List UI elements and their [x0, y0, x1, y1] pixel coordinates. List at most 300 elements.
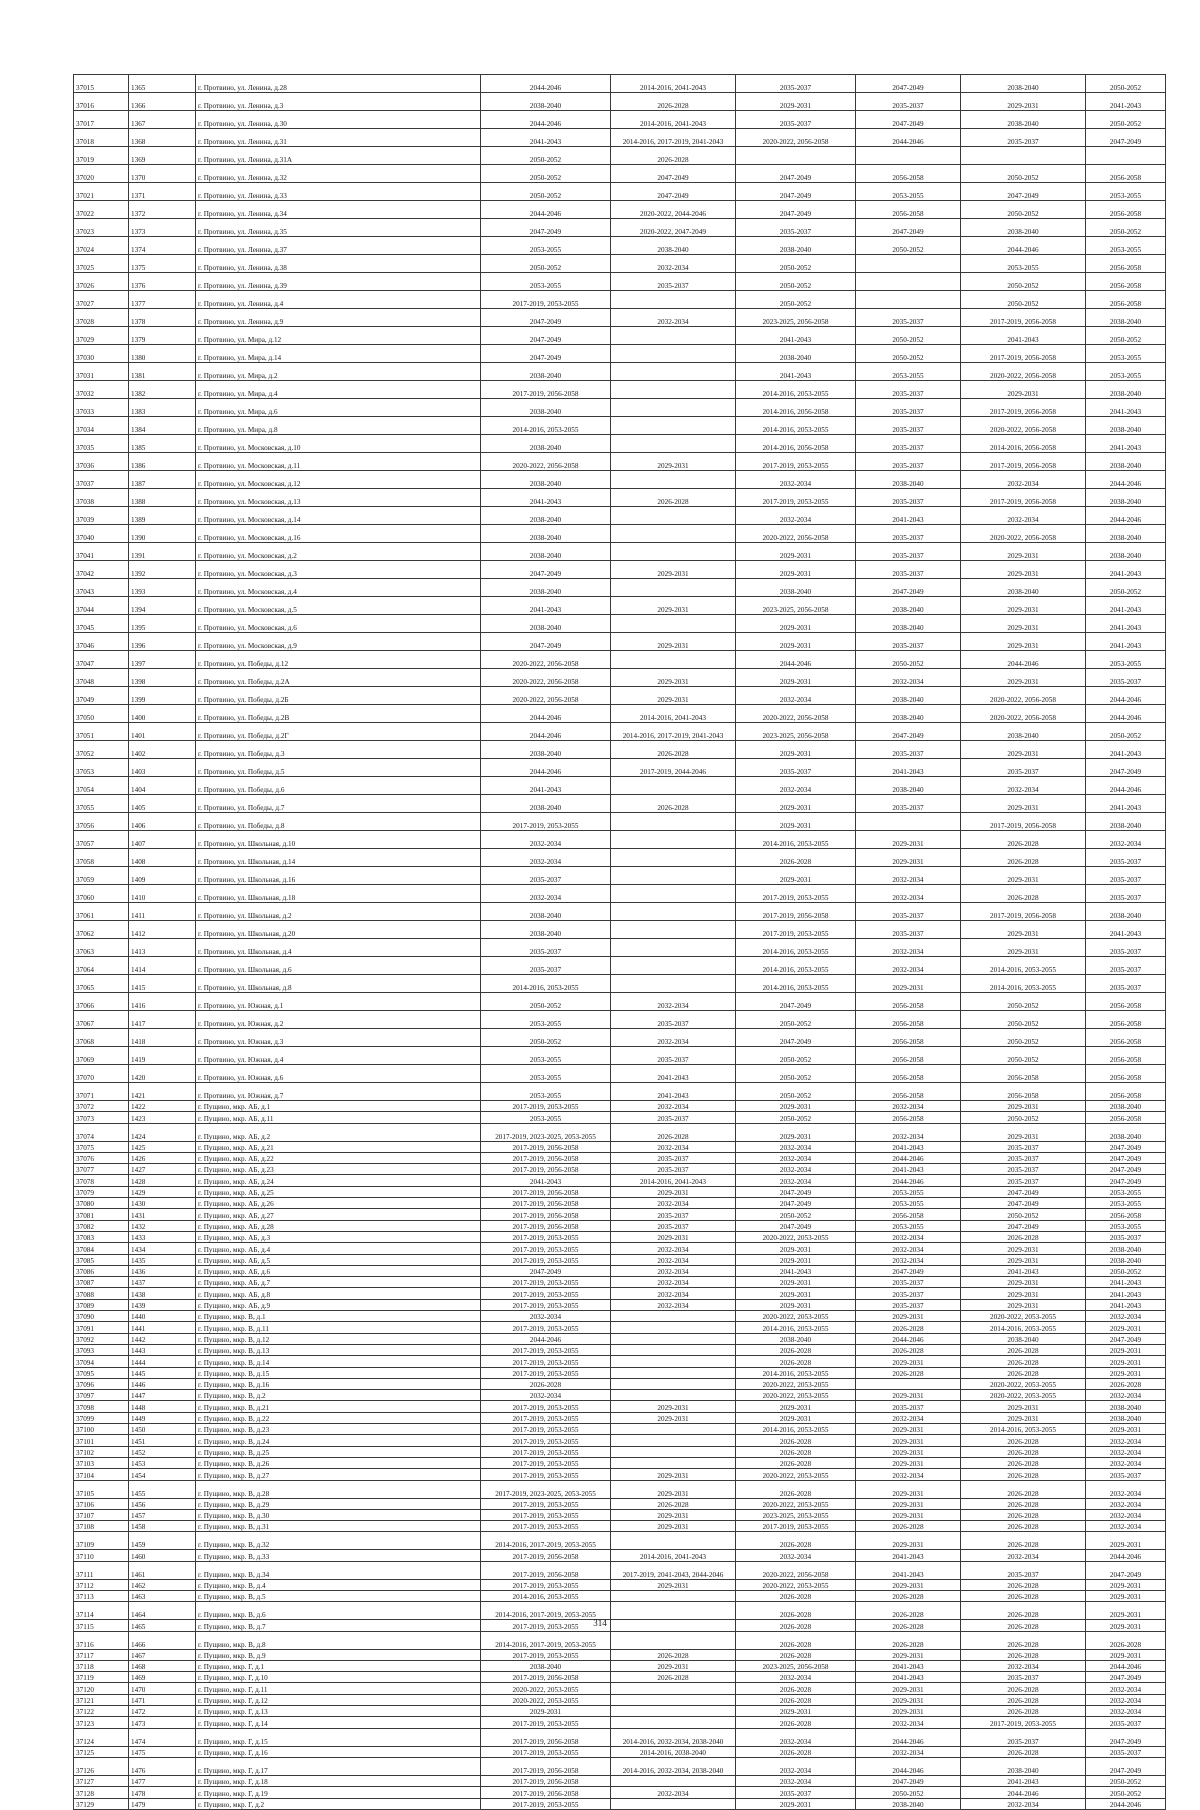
serial-number: 1370: [129, 165, 196, 183]
period-cell-2: [611, 957, 736, 975]
period-cell-2: [611, 1378, 736, 1389]
serial-number: 1373: [129, 219, 196, 237]
period-cell-5: 2050-2052: [961, 1047, 1086, 1065]
period-cell-3: 2032-2034: [736, 1164, 856, 1175]
period-cell-2: 2032-2034: [611, 1029, 736, 1047]
period-cell-4: 2032-2034: [856, 867, 961, 885]
table-row: [74, 1265, 1166, 1276]
table-row: [74, 1029, 1166, 1047]
serial-number: 1418: [129, 1029, 196, 1047]
row-number: 37037: [74, 471, 129, 489]
period-cell-6: 2038-2040: [1086, 1243, 1166, 1254]
row-number: 37110: [74, 1550, 129, 1561]
period-cell-1: 2017-2019, 2053-2055: [481, 1579, 611, 1590]
row-number: 37070: [74, 1065, 129, 1083]
address-cell: г. Протвино, ул. Ленина, д.3: [196, 93, 481, 111]
period-cell-6: 2056-2058: [1086, 1209, 1166, 1220]
period-cell-5: 2029-2031: [961, 1401, 1086, 1412]
period-cell-5: 2035-2037: [961, 1175, 1086, 1186]
period-cell-6: 2032-2034: [1086, 1480, 1166, 1498]
address-cell: г. Пущино, мкр. В, д.9: [196, 1649, 481, 1660]
period-cell-2: 2029-2031: [611, 1509, 736, 1520]
period-cell-3: 2032-2034: [736, 1757, 856, 1775]
period-cell-4: 2026-2028: [856, 1620, 961, 1631]
period-cell-1: 2020-2022, 2053-2055: [481, 1683, 611, 1694]
period-cell-6: 2047-2049: [1086, 129, 1166, 147]
period-cell-2: 2026-2028: [611, 1498, 736, 1509]
table-row: [74, 1333, 1166, 1344]
period-cell-3: 2035-2037: [736, 759, 856, 777]
table-row: [74, 1787, 1166, 1798]
period-cell-3: 2029-2031: [736, 615, 856, 633]
period-cell-2: [611, 615, 736, 633]
page-number: 314: [593, 1618, 607, 1628]
period-cell-3: 2047-2049: [736, 1220, 856, 1231]
table-row: [74, 525, 1166, 543]
period-cell-1: 2032-2034: [481, 831, 611, 849]
period-cell-1: 2038-2040: [481, 543, 611, 561]
period-cell-6: 2038-2040: [1086, 489, 1166, 507]
table-row: [74, 165, 1166, 183]
period-cell-6: 2047-2049: [1086, 1561, 1166, 1579]
period-cell-1: 2044-2046: [481, 705, 611, 723]
table-row: [74, 687, 1166, 705]
period-cell-6: 2056-2058: [1086, 291, 1166, 309]
period-cell-3: 2026-2028: [736, 1446, 856, 1457]
table-row: [74, 723, 1166, 741]
row-number: 37071: [74, 1083, 129, 1101]
serial-number: 1466: [129, 1631, 196, 1649]
period-cell-2: [611, 1424, 736, 1435]
period-cell-1: 2017-2019, 2053-2055: [481, 1746, 611, 1757]
row-number: 37120: [74, 1683, 129, 1694]
serial-number: 1377: [129, 291, 196, 309]
period-cell-1: 2038-2040: [481, 615, 611, 633]
period-cell-4: [856, 147, 961, 165]
period-cell-1: 2050-2052: [481, 255, 611, 273]
row-number: 37024: [74, 237, 129, 255]
period-cell-3: 2038-2040: [736, 1333, 856, 1344]
address-cell: г. Пущино, мкр. АБ, д.11: [196, 1112, 481, 1123]
period-cell-6: 2041-2043: [1086, 1277, 1166, 1288]
period-cell-4: 2026-2028: [856, 1602, 961, 1620]
period-cell-2: 2047-2049: [611, 183, 736, 201]
row-number: 37044: [74, 597, 129, 615]
table-row: [74, 1746, 1166, 1757]
row-number: 37069: [74, 1047, 129, 1065]
serial-number: 1448: [129, 1401, 196, 1412]
table-row: [74, 1390, 1166, 1401]
table-row: [74, 1469, 1166, 1480]
period-cell-4: 2038-2040: [856, 1798, 961, 1809]
address-cell: г. Пущино, мкр. В, д.22: [196, 1412, 481, 1423]
period-cell-6: 2035-2037: [1086, 957, 1166, 975]
row-number: 37078: [74, 1175, 129, 1186]
table-row: [74, 1775, 1166, 1786]
period-cell-4: 2047-2049: [856, 75, 961, 93]
period-cell-4: 2047-2049: [856, 111, 961, 129]
table-row: [74, 489, 1166, 507]
period-cell-1: 2017-2019, 2053-2055: [481, 1344, 611, 1355]
period-cell-4: 2029-2031: [856, 1498, 961, 1509]
period-cell-4: [856, 273, 961, 291]
table-row: [74, 183, 1166, 201]
serial-number: 1380: [129, 345, 196, 363]
period-cell-5: 2053-2055: [961, 255, 1086, 273]
period-cell-5: 2017-2019, 2056-2058: [961, 345, 1086, 363]
period-cell-3: 2029-2031: [736, 813, 856, 831]
period-cell-3: 2020-2022, 2053-2055: [736, 1231, 856, 1242]
period-cell-6: 2035-2037: [1086, 1231, 1166, 1242]
period-cell-1: 2017-2019, 2053-2055: [481, 1457, 611, 1468]
period-cell-4: 2029-2031: [856, 831, 961, 849]
period-cell-3: 2026-2028: [736, 1602, 856, 1620]
period-cell-5: 2017-2019, 2056-2058: [961, 399, 1086, 417]
period-cell-4: 2035-2037: [856, 489, 961, 507]
address-cell: г. Протвино, ул. Ленина, д.39: [196, 273, 481, 291]
period-cell-3: 2029-2031: [736, 543, 856, 561]
period-cell-1: 2017-2019, 2056-2058: [481, 1775, 611, 1786]
address-cell: г. Протвино, ул. Школьная, д.4: [196, 939, 481, 957]
period-cell-3: 2017-2019, 2056-2058: [736, 903, 856, 921]
period-cell-4: 2056-2058: [856, 1112, 961, 1123]
table-row: [74, 561, 1166, 579]
period-cell-1: 2017-2019, 2053-2055: [481, 1798, 611, 1809]
period-cell-3: 2050-2052: [736, 1112, 856, 1123]
address-cell: г. Протвино, ул. Школьная, д.18: [196, 885, 481, 903]
address-cell: г. Протвино, ул. Московская, д.11: [196, 453, 481, 471]
period-cell-6: 2035-2037: [1086, 975, 1166, 993]
row-number: 37118: [74, 1660, 129, 1671]
address-cell: г. Пущино, мкр. В, д.26: [196, 1457, 481, 1468]
address-cell: г. Пущино, мкр. АБ, д.4: [196, 1243, 481, 1254]
period-cell-6: 2050-2052: [1086, 111, 1166, 129]
row-number: 37038: [74, 489, 129, 507]
serial-number: 1407: [129, 831, 196, 849]
table-row: [74, 1550, 1166, 1561]
period-cell-1: 2038-2040: [481, 399, 611, 417]
period-cell-2: 2014-2016, 2017-2019, 2041-2043: [611, 129, 736, 147]
period-cell-6: 2056-2058: [1086, 201, 1166, 219]
address-cell: г. Протвино, ул. Московская, д.9: [196, 633, 481, 651]
period-cell-2: [611, 777, 736, 795]
period-cell-2: [611, 579, 736, 597]
table-row: [74, 309, 1166, 327]
serial-number: 1479: [129, 1798, 196, 1809]
row-number: 37088: [74, 1288, 129, 1299]
period-cell-4: 2056-2058: [856, 1083, 961, 1101]
serial-number: 1383: [129, 399, 196, 417]
period-cell-3: 2029-2031: [736, 1288, 856, 1299]
serial-number: 1430: [129, 1198, 196, 1209]
period-cell-5: 2020-2022, 2056-2058: [961, 705, 1086, 723]
period-cell-4: 2029-2031: [856, 1424, 961, 1435]
period-cell-4: 2035-2037: [856, 1288, 961, 1299]
period-cell-5: 2020-2022, 2056-2058: [961, 417, 1086, 435]
period-cell-1: 2041-2043: [481, 1175, 611, 1186]
table-row: [74, 651, 1166, 669]
serial-number: 1457: [129, 1509, 196, 1520]
period-cell-3: 2029-2031: [736, 1798, 856, 1809]
period-cell-2: [611, 1356, 736, 1367]
serial-number: 1426: [129, 1152, 196, 1163]
period-cell-3: 2029-2031: [736, 1401, 856, 1412]
period-cell-4: 2056-2058: [856, 1011, 961, 1029]
period-cell-3: 2050-2052: [736, 1083, 856, 1101]
period-cell-2: 2029-2031: [611, 561, 736, 579]
period-cell-4: 2050-2052: [856, 651, 961, 669]
period-cell-5: 2029-2031: [961, 867, 1086, 885]
period-cell-3: 2029-2031: [736, 1101, 856, 1112]
serial-number: 1477: [129, 1775, 196, 1786]
period-cell-4: 2032-2034: [856, 1717, 961, 1728]
address-cell: г. Протвино, ул. Ленина, д.9: [196, 309, 481, 327]
row-number: 37033: [74, 399, 129, 417]
period-cell-1: 2050-2052: [481, 183, 611, 201]
period-cell-3: 2032-2034: [736, 1141, 856, 1152]
period-cell-6: 2041-2043: [1086, 1299, 1166, 1310]
period-cell-5: 2032-2034: [961, 777, 1086, 795]
period-cell-6: 2053-2055: [1086, 345, 1166, 363]
period-cell-6: 2029-2031: [1086, 1590, 1166, 1601]
period-cell-3: 2017-2019, 2053-2055: [736, 453, 856, 471]
address-cell: г. Пущино, мкр. В, д.15: [196, 1367, 481, 1378]
table-row: [74, 543, 1166, 561]
period-cell-6: 2035-2037: [1086, 1746, 1166, 1757]
period-cell-3: 2032-2034: [736, 471, 856, 489]
period-cell-5: 2014-2016, 2053-2055: [961, 1322, 1086, 1333]
period-cell-4: 2035-2037: [856, 381, 961, 399]
period-cell-2: 2032-2034: [611, 255, 736, 273]
period-cell-2: 2020-2022, 2047-2049: [611, 219, 736, 237]
table-row: [74, 957, 1166, 975]
period-cell-4: 2032-2034: [856, 1469, 961, 1480]
period-cell-2: 2032-2034: [611, 1243, 736, 1254]
period-cell-2: 2029-2031: [611, 1469, 736, 1480]
address-cell: г. Пущино, мкр. Г, д.10: [196, 1672, 481, 1683]
period-cell-2: [611, 345, 736, 363]
period-cell-3: 2014-2016, 2053-2055: [736, 957, 856, 975]
row-number: 37075: [74, 1141, 129, 1152]
address-cell: г. Пущино, мкр. В, д.13: [196, 1344, 481, 1355]
period-cell-1: 2017-2019, 2053-2055: [481, 1649, 611, 1660]
serial-number: 1413: [129, 939, 196, 957]
table-row: [74, 1209, 1166, 1220]
period-cell-3: 2032-2034: [736, 1672, 856, 1683]
period-cell-4: 2041-2043: [856, 1660, 961, 1671]
period-cell-5: 2026-2028: [961, 1457, 1086, 1468]
period-cell-4: 2047-2049: [856, 579, 961, 597]
address-cell: г. Протвино, ул. Ленина, д.34: [196, 201, 481, 219]
serial-number: 1454: [129, 1469, 196, 1480]
period-cell-1: 2017-2019, 2053-2055: [481, 1424, 611, 1435]
period-cell-4: 2035-2037: [856, 903, 961, 921]
address-cell: г. Протвино, ул. Победы, д.6: [196, 777, 481, 795]
period-cell-5: 2026-2028: [961, 1480, 1086, 1498]
period-cell-6: 2029-2031: [1086, 1367, 1166, 1378]
period-cell-4: 2053-2055: [856, 1198, 961, 1209]
address-cell: г. Пущино, мкр. В, д.16: [196, 1378, 481, 1389]
period-cell-5: 2050-2052: [961, 291, 1086, 309]
table-row: [74, 1435, 1166, 1446]
period-cell-5: 2017-2019, 2056-2058: [961, 453, 1086, 471]
row-number: 37041: [74, 543, 129, 561]
period-cell-1: 2035-2037: [481, 939, 611, 957]
row-number: 37046: [74, 633, 129, 651]
period-cell-3: 2026-2028: [736, 1590, 856, 1601]
address-cell: г. Протвино, ул. Ленина, д.38: [196, 255, 481, 273]
period-cell-1: 2044-2046: [481, 759, 611, 777]
period-cell-6: 2047-2049: [1086, 1141, 1166, 1152]
period-cell-3: 2032-2034: [736, 687, 856, 705]
serial-number: 1435: [129, 1254, 196, 1265]
period-cell-2: 2020-2022, 2044-2046: [611, 201, 736, 219]
table-row: [74, 1112, 1166, 1123]
period-cell-6: 2041-2043: [1086, 633, 1166, 651]
serial-number: 1374: [129, 237, 196, 255]
address-cell: г. Протвино, ул. Ленина, д.31: [196, 129, 481, 147]
period-cell-5: 2035-2037: [961, 1141, 1086, 1152]
document-page: [73, 74, 1142, 1810]
address-cell: г. Пущино, мкр. Г, д.12: [196, 1694, 481, 1705]
serial-number: 1366: [129, 93, 196, 111]
period-cell-3: 2026-2028: [736, 1532, 856, 1550]
table-row: [74, 1683, 1166, 1694]
row-number: 37123: [74, 1717, 129, 1728]
period-cell-2: [611, 813, 736, 831]
table-row: [74, 1322, 1166, 1333]
row-number: 37084: [74, 1243, 129, 1254]
table-row: [74, 1186, 1166, 1197]
period-cell-2: 2032-2034: [611, 1265, 736, 1276]
period-cell-4: [856, 813, 961, 831]
period-cell-6: 2032-2034: [1086, 1706, 1166, 1717]
table-row: [74, 867, 1166, 885]
period-cell-3: 2044-2046: [736, 651, 856, 669]
period-cell-5: 2026-2028: [961, 1532, 1086, 1550]
serial-number: 1468: [129, 1660, 196, 1671]
serial-number: 1368: [129, 129, 196, 147]
period-cell-4: 2047-2049: [856, 1775, 961, 1786]
period-cell-4: 2056-2058: [856, 1029, 961, 1047]
row-number: 37126: [74, 1757, 129, 1775]
period-cell-4: 2044-2046: [856, 1728, 961, 1746]
period-cell-4: 2053-2055: [856, 183, 961, 201]
address-cell: г. Пущино, мкр. В, д.14: [196, 1356, 481, 1367]
period-cell-5: 2032-2034: [961, 1660, 1086, 1671]
serial-number: 1378: [129, 309, 196, 327]
address-cell: г. Протвино, ул. Южная, д.3: [196, 1029, 481, 1047]
table-row: [74, 1378, 1166, 1389]
address-cell: г. Пущино, мкр. В, д.21: [196, 1401, 481, 1412]
table-row: [74, 399, 1166, 417]
serial-number: 1365: [129, 75, 196, 93]
period-cell-3: 2050-2052: [736, 1209, 856, 1220]
serial-number: 1443: [129, 1344, 196, 1355]
period-cell-4: 2035-2037: [856, 1277, 961, 1288]
period-cell-3: 2020-2022, 2053-2055: [736, 1390, 856, 1401]
address-cell: г. Пущино, мкр. В, д.4: [196, 1579, 481, 1590]
period-cell-3: 2020-2022, 2056-2058: [736, 1561, 856, 1579]
period-cell-2: [611, 435, 736, 453]
row-number: 37092: [74, 1333, 129, 1344]
serial-number: 1446: [129, 1378, 196, 1389]
period-cell-5: 2029-2031: [961, 795, 1086, 813]
address-cell: г. Пущино, мкр. В, д.29: [196, 1498, 481, 1509]
period-cell-3: 2032-2034: [736, 777, 856, 795]
period-cell-5: 2026-2028: [961, 1435, 1086, 1446]
row-number: 37054: [74, 777, 129, 795]
address-cell: г. Пущино, мкр. АБ, д.24: [196, 1175, 481, 1186]
table-row: [74, 741, 1166, 759]
period-cell-5: 2038-2040: [961, 579, 1086, 597]
period-cell-4: 2038-2040: [856, 615, 961, 633]
period-cell-3: 2020-2022, 2056-2058: [736, 525, 856, 543]
table-row: [74, 1424, 1166, 1435]
period-cell-5: 2035-2037: [961, 1672, 1086, 1683]
period-cell-1: 2017-2019, 2053-2055: [481, 1620, 611, 1631]
address-cell: г. Пущино, мкр. В, д.11: [196, 1322, 481, 1333]
period-cell-6: 2050-2052: [1086, 327, 1166, 345]
table-row: [74, 1243, 1166, 1254]
serial-number: 1397: [129, 651, 196, 669]
period-cell-2: 2017-2019, 2044-2046: [611, 759, 736, 777]
row-number: 37091: [74, 1322, 129, 1333]
period-cell-2: [611, 1322, 736, 1333]
period-cell-1: 2050-2052: [481, 993, 611, 1011]
address-cell: г. Протвино, ул. Победы, д.7: [196, 795, 481, 813]
row-number: 37128: [74, 1787, 129, 1798]
period-cell-2: [611, 1435, 736, 1446]
table-row: [74, 1123, 1166, 1141]
period-cell-1: 2017-2019, 2053-2055: [481, 1367, 611, 1378]
period-cell-4: 2038-2040: [856, 687, 961, 705]
table-row: [74, 435, 1166, 453]
period-cell-1: 2017-2019, 2053-2055: [481, 813, 611, 831]
serial-number: 1447: [129, 1390, 196, 1401]
period-cell-6: 2035-2037: [1086, 1717, 1166, 1728]
period-cell-4: 2041-2043: [856, 507, 961, 525]
serial-number: 1456: [129, 1498, 196, 1509]
table-row: [74, 1164, 1166, 1175]
row-number: 37018: [74, 129, 129, 147]
period-cell-1: 2017-2019, 2053-2055: [481, 1521, 611, 1532]
row-number: 37073: [74, 1112, 129, 1123]
period-cell-1: 2032-2034: [481, 885, 611, 903]
period-cell-6: 2056-2058: [1086, 165, 1166, 183]
period-cell-2: 2029-2031: [611, 1660, 736, 1671]
period-cell-4: 2026-2028: [856, 1322, 961, 1333]
period-cell-1: 2017-2019, 2056-2058: [481, 1141, 611, 1152]
row-number: 37048: [74, 669, 129, 687]
period-cell-3: 2041-2043: [736, 1265, 856, 1276]
table-row: [74, 1757, 1166, 1775]
period-cell-1: 2038-2040: [481, 921, 611, 939]
period-cell-6: 2056-2058: [1086, 993, 1166, 1011]
row-number: 37049: [74, 687, 129, 705]
row-number: 37058: [74, 849, 129, 867]
address-cell: г. Пущино, мкр. В, д.30: [196, 1509, 481, 1520]
period-cell-3: 2047-2049: [736, 201, 856, 219]
period-cell-5: 2017-2019, 2056-2058: [961, 813, 1086, 831]
period-cell-4: [856, 255, 961, 273]
period-cell-2: 2029-2031: [611, 1480, 736, 1498]
period-cell-5: 2014-2016, 2053-2055: [961, 1424, 1086, 1435]
period-cell-2: 2029-2031: [611, 1186, 736, 1197]
serial-number: 1420: [129, 1065, 196, 1083]
period-cell-3: 2026-2028: [736, 849, 856, 867]
address-cell: г. Пущино, мкр. АБ, д.23: [196, 1164, 481, 1175]
